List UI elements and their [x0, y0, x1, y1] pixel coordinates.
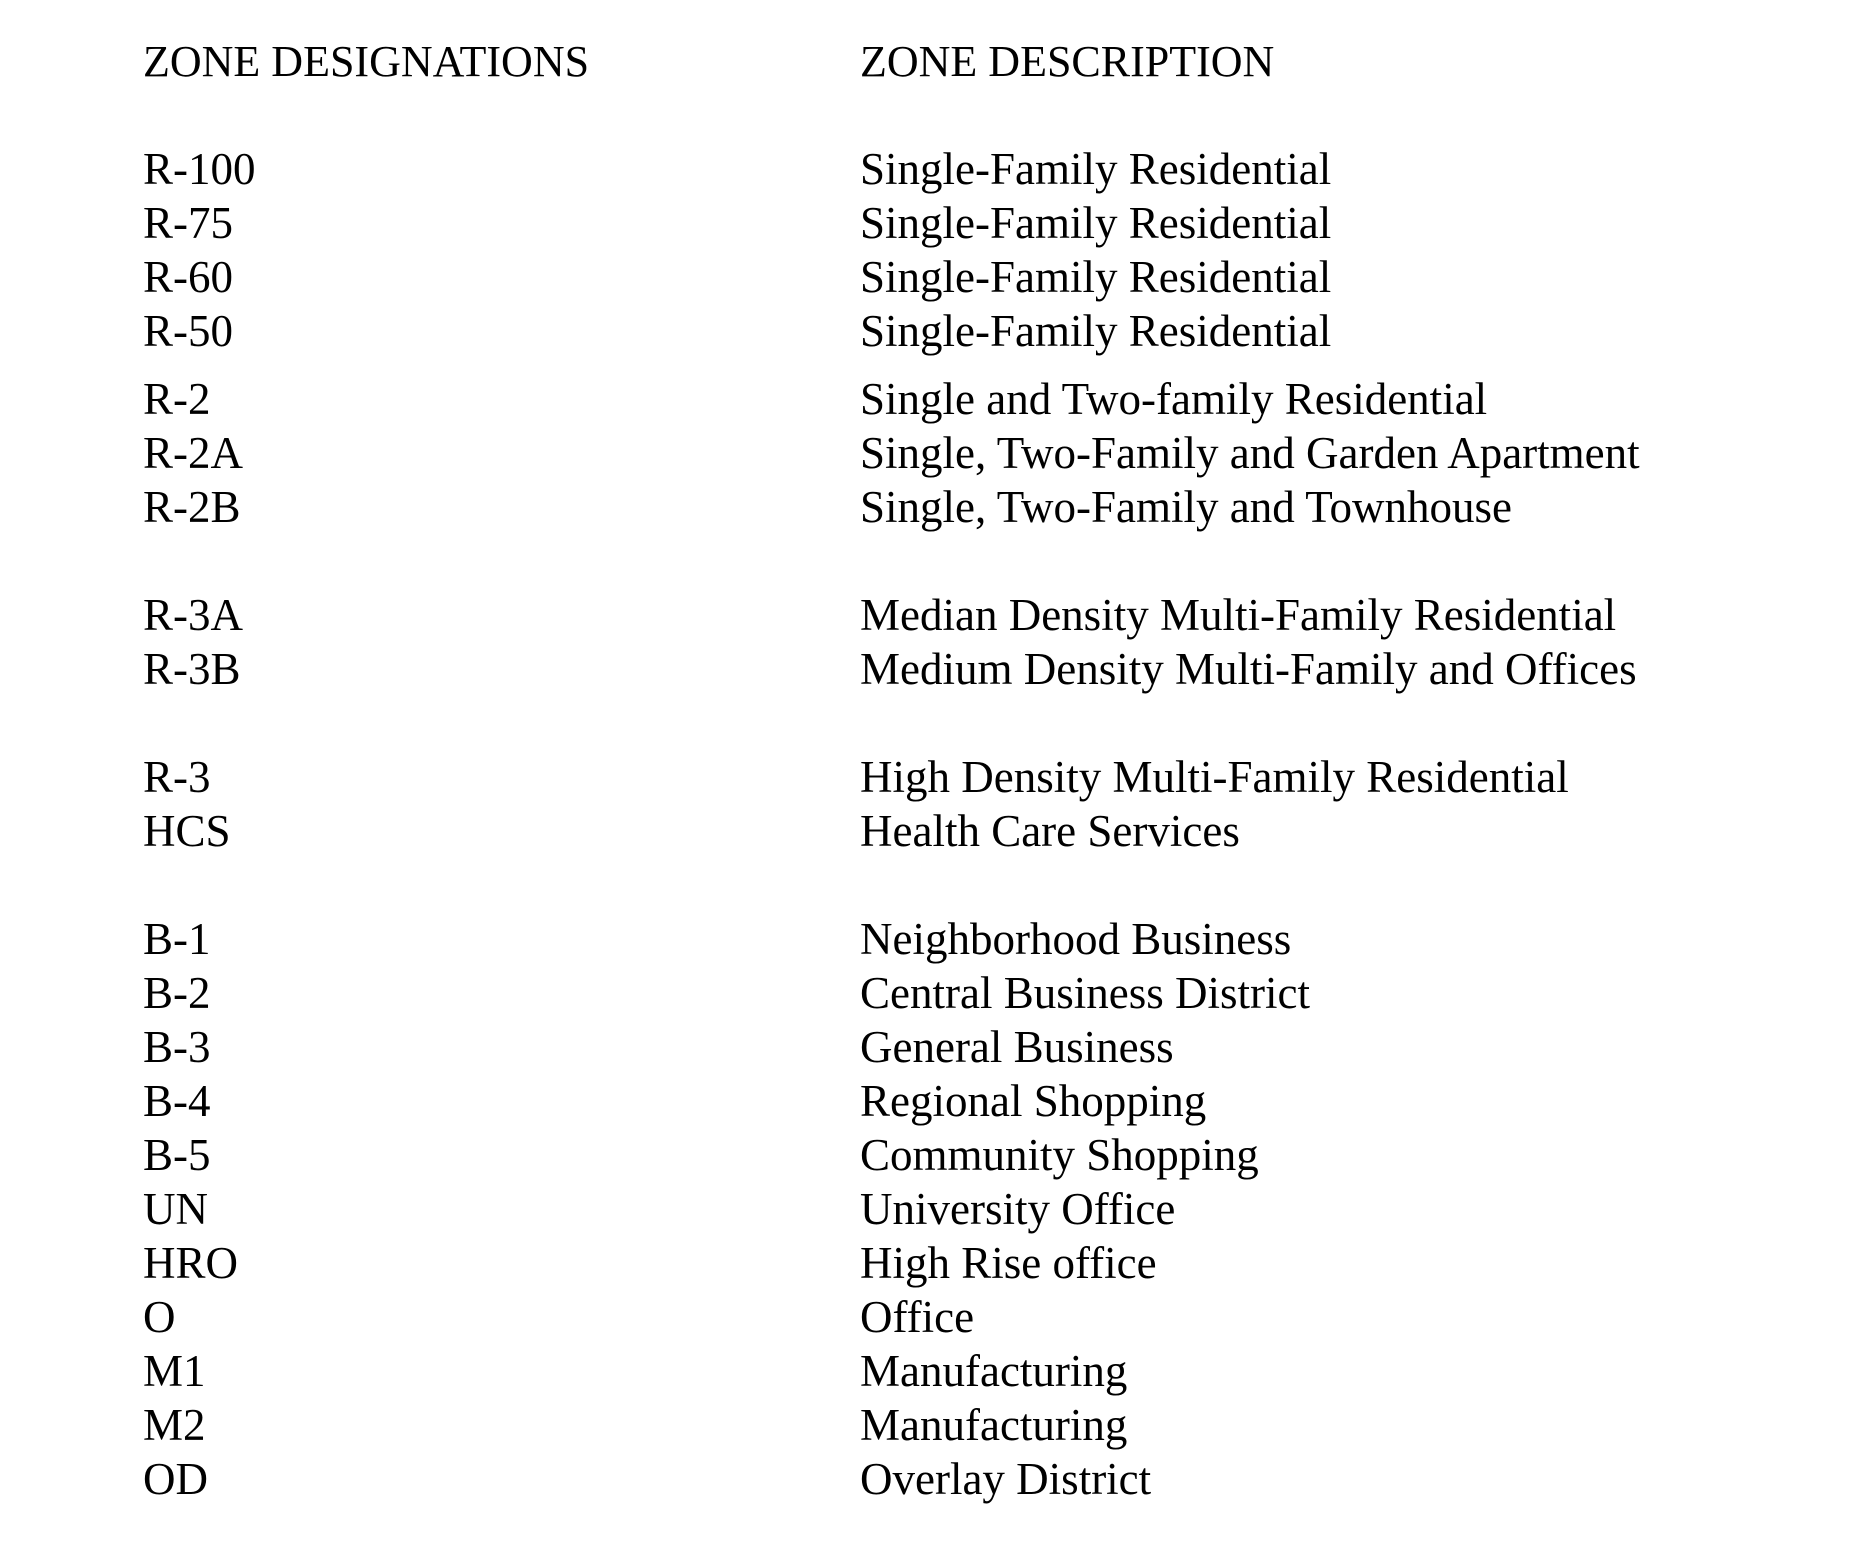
zone-description: Regional Shopping	[860, 1076, 1207, 1126]
zone-description: Single-Family Residential	[860, 198, 1332, 248]
table-row	[143, 142, 1843, 196]
zone-description: University Office	[860, 1184, 1176, 1234]
table-row	[143, 304, 1843, 358]
table-row	[143, 1074, 1843, 1128]
table-row	[143, 1290, 1843, 1344]
table-row	[143, 588, 1843, 642]
zone-description: Community Shopping	[860, 1130, 1259, 1180]
zone-description: Single-Family Residential	[860, 306, 1332, 356]
zone-code: UN	[143, 1184, 208, 1234]
zone-description: Single and Two-family Residential	[860, 374, 1488, 424]
zone-code: R-50	[143, 306, 233, 356]
zone-code: B-1	[143, 914, 211, 964]
zone-code: R-3B	[143, 644, 241, 694]
zone-description: Central Business District	[860, 968, 1310, 1018]
zone-code: M2	[143, 1400, 206, 1450]
table-row	[143, 1182, 1843, 1236]
zone-code: R-2A	[143, 428, 243, 478]
zone-description: Single, Two-Family and Townhouse	[860, 482, 1513, 532]
zone-code: B-4	[143, 1076, 211, 1126]
table-row	[143, 912, 1843, 966]
zone-code: OD	[143, 1454, 208, 1504]
table-row	[143, 250, 1843, 304]
zone-description: Neighborhood Business	[860, 914, 1292, 964]
zone-code: R-3	[143, 752, 211, 802]
zone-code: B-2	[143, 968, 211, 1018]
table-row	[143, 1128, 1843, 1182]
table-row	[143, 966, 1843, 1020]
zone-description: Overlay District	[860, 1454, 1152, 1504]
zone-code: R-75	[143, 198, 233, 248]
zone-code: B-5	[143, 1130, 211, 1180]
zone-code: M1	[143, 1346, 206, 1396]
zone-description: Manufacturing	[860, 1400, 1128, 1450]
zone-description: Median Density Multi-Family Residential	[860, 590, 1617, 640]
zone-code: R-2B	[143, 482, 241, 532]
zone-description: Single, Two-Family and Garden Apartment	[860, 428, 1640, 478]
table-row	[143, 480, 1843, 534]
zone-code: R-60	[143, 252, 233, 302]
description-header: ZONE DESCRIPTION	[860, 37, 1275, 86]
zone-code: R-2	[143, 374, 211, 424]
zone-code: O	[143, 1292, 176, 1342]
table-row	[143, 372, 1843, 426]
table-row	[143, 1452, 1843, 1506]
zone-description: Single-Family Residential	[860, 144, 1332, 194]
zone-code: R-3A	[143, 590, 243, 640]
table-row	[143, 1344, 1843, 1398]
table-header	[143, 30, 1843, 94]
zone-code: HRO	[143, 1238, 239, 1288]
table-row	[143, 1236, 1843, 1290]
table-row	[143, 804, 1843, 858]
zone-description: High Density Multi-Family Residential	[860, 752, 1569, 802]
zone-description: Single-Family Residential	[860, 252, 1332, 302]
table-row	[143, 426, 1843, 480]
zone-code: B-3	[143, 1022, 211, 1072]
zone-description: General Business	[860, 1022, 1174, 1072]
table-row	[143, 750, 1843, 804]
zone-description: Office	[860, 1292, 975, 1342]
table-row	[143, 196, 1843, 250]
zone-description: High Rise office	[860, 1238, 1157, 1288]
zone-code: HCS	[143, 806, 231, 856]
table-row	[143, 642, 1843, 696]
zone-description: Health Care Services	[860, 806, 1240, 856]
zone-description: Manufacturing	[860, 1346, 1128, 1396]
designation-header: ZONE DESIGNATIONS	[143, 37, 590, 86]
zone-description: Medium Density Multi-Family and Offices	[860, 644, 1637, 694]
zone-code: R-100	[143, 144, 256, 194]
table-row	[143, 1020, 1843, 1074]
table-row	[143, 1398, 1843, 1452]
